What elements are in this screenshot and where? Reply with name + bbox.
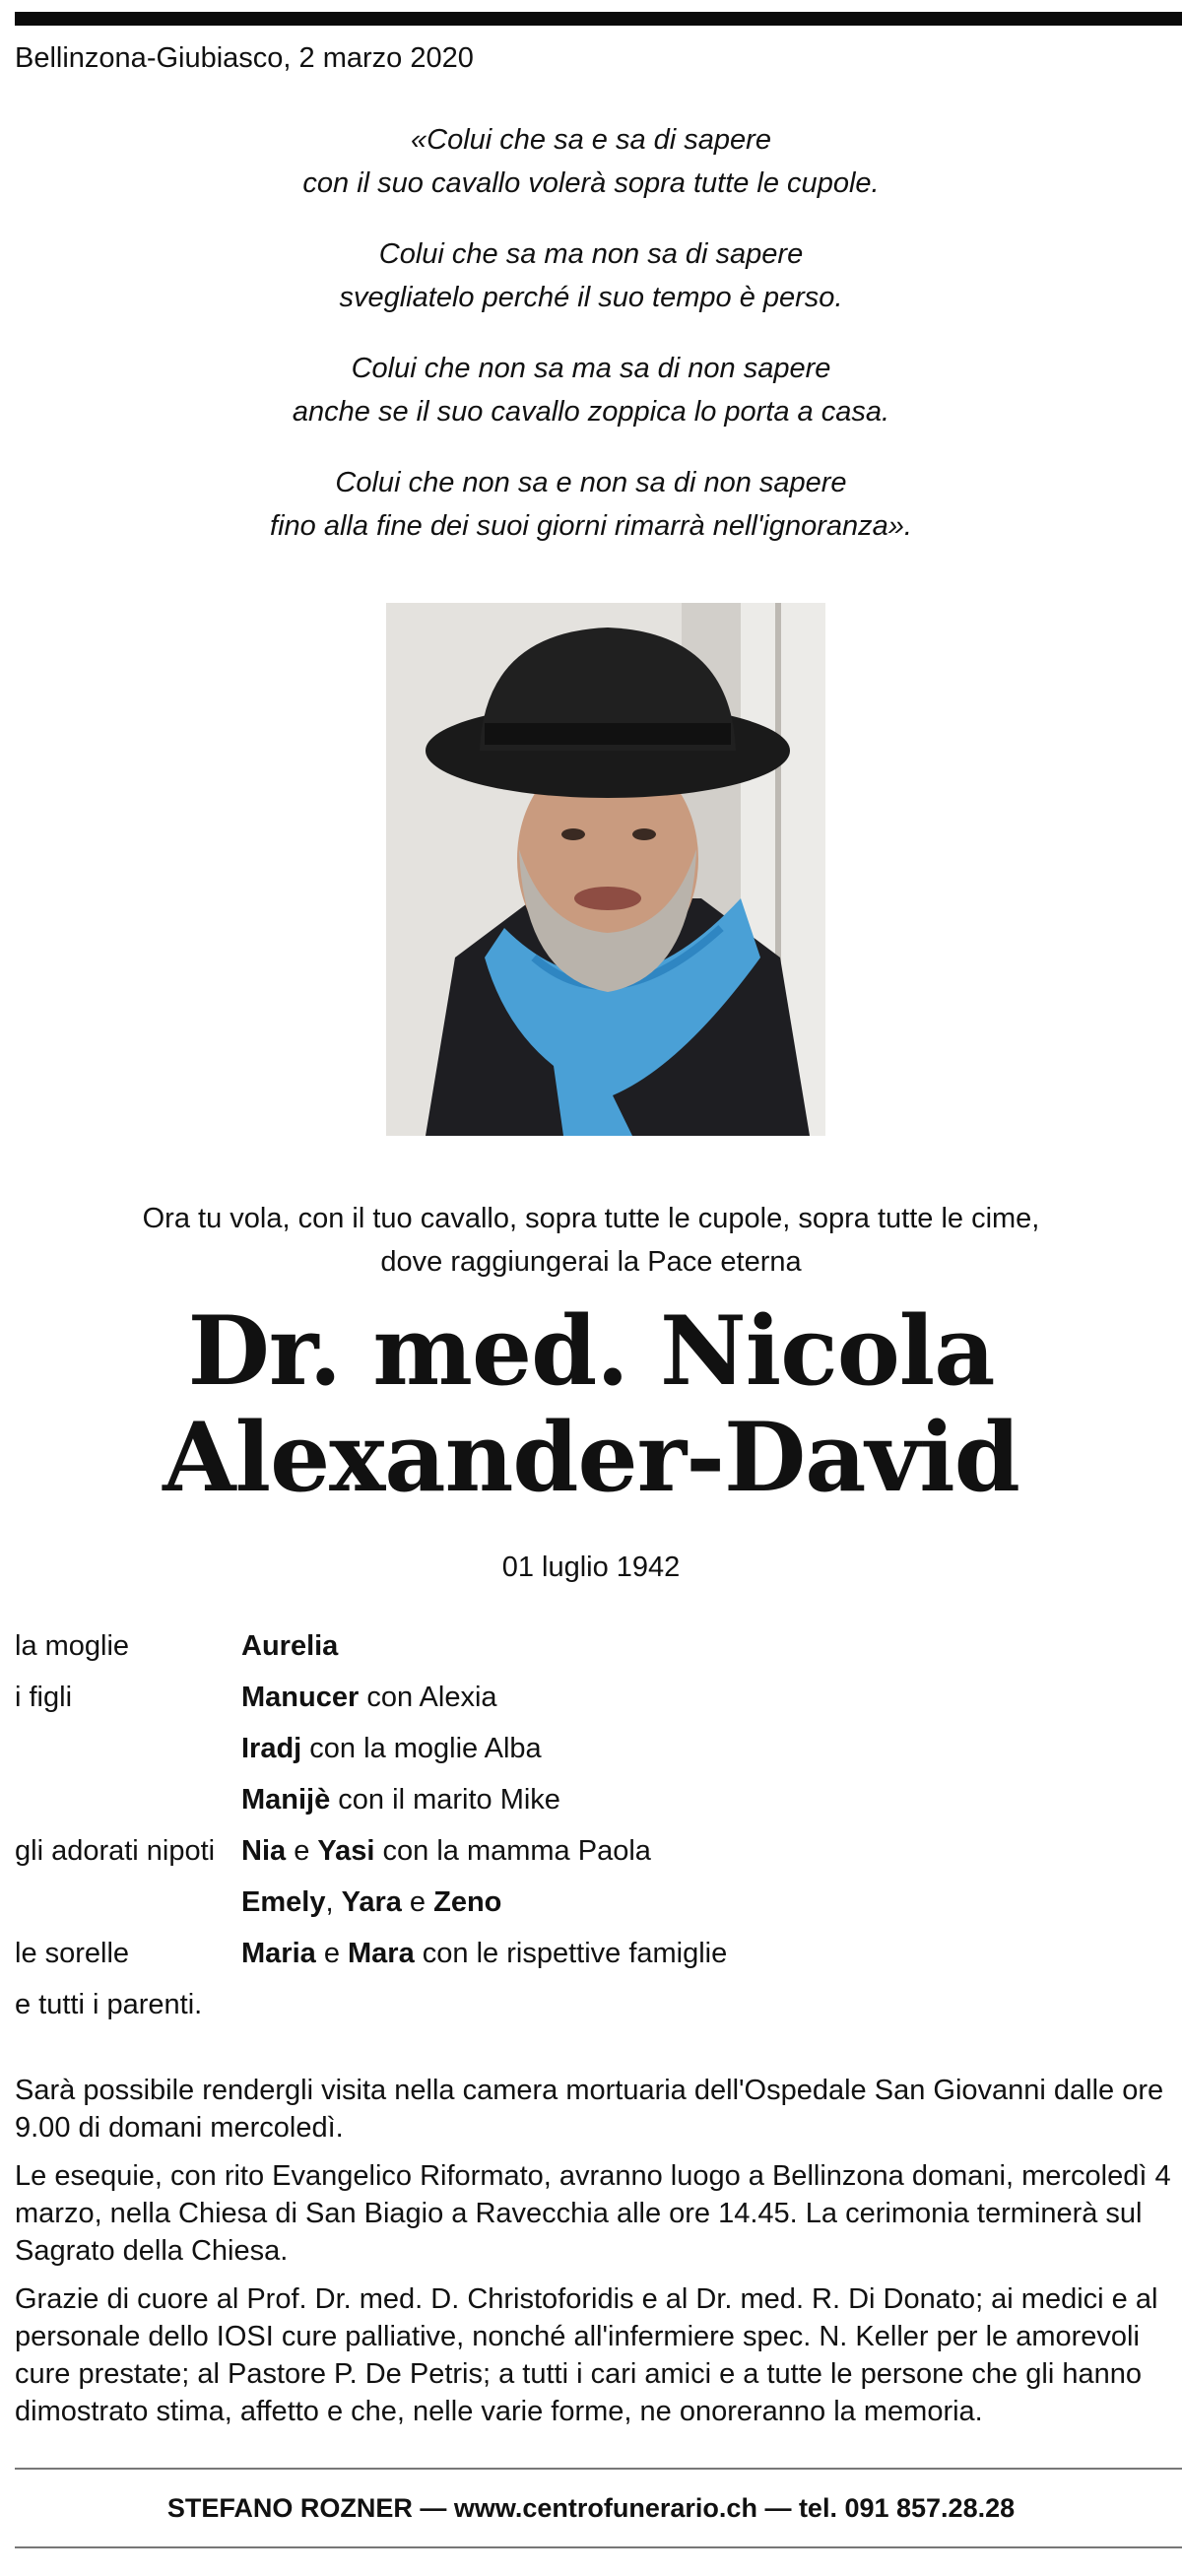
family-member-name: Yasi <box>317 1835 375 1867</box>
family-member-name: Iradj <box>241 1733 302 1764</box>
family-member-text: con le rispettive famiglie <box>414 1938 728 1969</box>
birth-date: 01 luglio 1942 <box>501 1552 681 1583</box>
footer-bottom-rule <box>15 2546 1182 2548</box>
family-member-text: con il marito Mike <box>330 1784 560 1816</box>
family-relation: e tutti i parenti. <box>15 1989 203 2020</box>
funeral-paragraph: Le esequie, con rito Evangelico Riformato, avranno luogo a Bellinzona domani, mercoledì 4 marzo, nella Chiesa di San Biagio a Ravecchia alle ore 14.45. La cerimonia terminerà sul Sagrato della Chiesa. <box>15 2160 1171 2267</box>
family-relation: i figli <box>15 1682 73 1713</box>
poem-stanza <box>0 461 1182 548</box>
poem-line: anche se il suo cavallo zoppica lo porta a casa. <box>292 396 890 428</box>
family-member-text: e <box>401 1886 434 1918</box>
family-member-name: Manucer <box>241 1682 360 1713</box>
family-member-name: Zeno <box>433 1886 502 1918</box>
family-member-name: Manijè <box>241 1784 331 1816</box>
poem-stanza <box>0 232 1182 319</box>
poem-line: Colui che non sa ma sa di non sapere <box>351 353 831 384</box>
poem-line: Colui che sa ma non sa di sapere <box>378 238 804 270</box>
family-member-name: Aurelia <box>241 1630 339 1662</box>
poem-line: fino alla fine dei suoi giorni rimarrà nell'ignoranza». <box>270 510 912 542</box>
family-members <box>241 1835 651 1868</box>
family-members <box>241 1733 542 1765</box>
footer-contact: STEFANO ROZNER — www.centrofunerario.ch — tel. 091 857.28.28 <box>166 2493 1016 2523</box>
family-members <box>241 1682 497 1714</box>
announcement-body <box>15 2072 1172 2441</box>
portrait-photo-icon <box>386 603 825 1136</box>
family-member-name: Mara <box>348 1938 415 1969</box>
farewell-message <box>0 1197 1182 1284</box>
poem-line: svegliatelo perché il suo tempo è perso. <box>339 282 843 313</box>
family-members <box>241 1630 338 1663</box>
farewell-line: Ora tu vola, con il tuo cavallo, sopra tutte le cupole, sopra tutte le cime, <box>142 1203 1040 1234</box>
footer-top-rule <box>15 2468 1182 2470</box>
family-member-text: con Alexia <box>359 1682 497 1713</box>
poem-stanza <box>0 347 1182 433</box>
poem-line: Colui che non sa e non sa di non sapere <box>335 467 847 498</box>
family-member-text: con la mamma Paola <box>374 1835 651 1867</box>
top-rule <box>15 12 1182 26</box>
family-relation: gli adorati nipoti <box>15 1835 216 1867</box>
family-member-name: Maria <box>241 1938 316 1969</box>
poem-line: «Colui che sa e sa di sapere <box>411 124 771 156</box>
name-line: Alexander-David <box>163 1402 1019 1513</box>
place-date: Bellinzona-Giubiasco, 2 marzo 2020 <box>15 42 474 74</box>
visit-paragraph: Sarà possibile rendergli visita nella camera mortuaria dell'Ospedale San Giovanni dalle ore 9.00 di domani mercoledì. <box>15 2075 1164 2144</box>
family-members <box>241 1784 560 1816</box>
name-line: Dr. med. Nicola <box>187 1295 995 1407</box>
thanks-paragraph: Grazie di cuore al Prof. Dr. med. D. Christoforidis e al Dr. med. R. Di Donato; ai medici e al personale dello IOSI cure palliative, nonché all'infermiere spec. N. Keller per le amorevoli cure prestate; al Pastore P. De Petris; a tutti i cari amici e a tutte le persone che gli hanno dimostrato stima, affetto e che, nelle varie forme, ne onoreranno la memoria. <box>15 2283 1158 2427</box>
family-member-text: con la moglie Alba <box>301 1733 542 1764</box>
family-member-name: Yara <box>341 1886 402 1918</box>
farewell-line: dove raggiungerai la Pace eterna <box>380 1246 802 1278</box>
family-member-text: , <box>325 1886 342 1918</box>
poem-stanza <box>0 118 1182 205</box>
poem-line: con il suo cavallo volerà sopra tutte le cupole. <box>302 167 880 199</box>
family-members <box>241 1938 727 1970</box>
family-member-text: e <box>315 1938 349 1969</box>
deceased-name <box>0 1295 1182 1513</box>
family-relation: le sorelle <box>15 1938 130 1969</box>
family-member-name: Emely <box>241 1886 326 1918</box>
family-relation: la moglie <box>15 1630 130 1662</box>
family-member-name: Nia <box>241 1835 287 1867</box>
family-members <box>241 1886 501 1919</box>
family-member-text: e <box>286 1835 318 1867</box>
poem <box>0 118 1182 575</box>
